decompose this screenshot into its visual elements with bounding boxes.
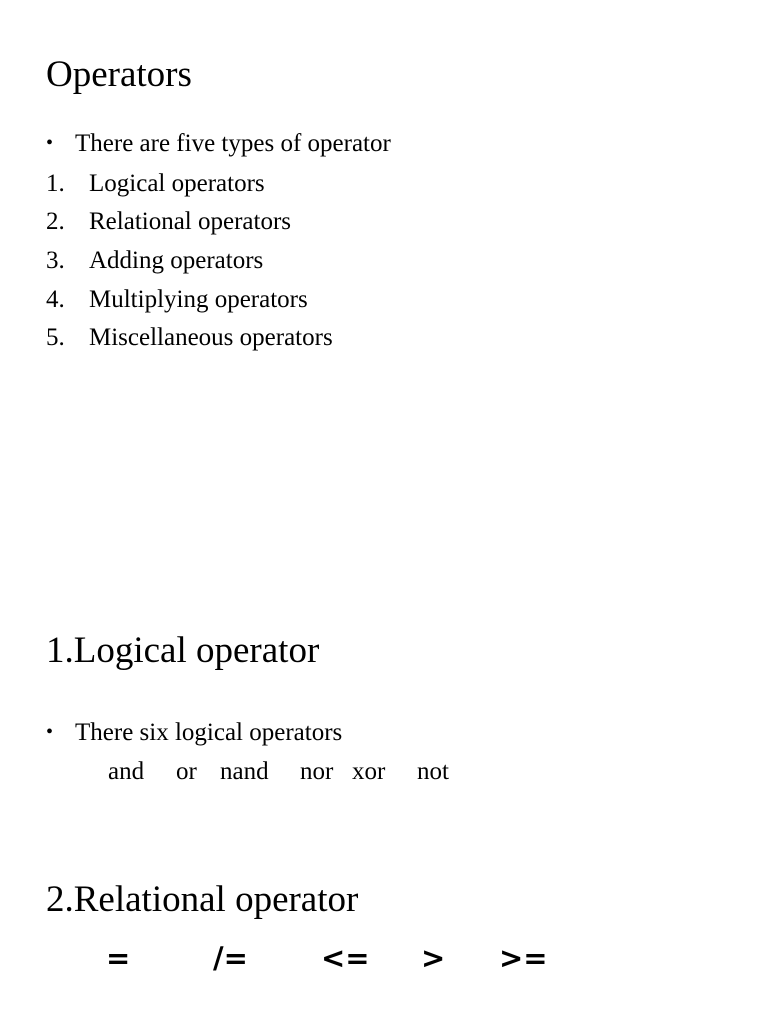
logical-operator-and: and [108, 758, 145, 785]
relational-symbol-less-equal: <= [321, 941, 370, 975]
relational-symbol-greater: > [421, 941, 446, 975]
logical-operator-not: not [417, 758, 449, 785]
bullet-marker: • [46, 721, 54, 743]
list-item-miscellaneous: Miscellaneous operators [89, 324, 333, 351]
list-item-number: 3. [46, 247, 65, 274]
list-item-logical: Logical operators [89, 170, 265, 197]
logical-section-title: 1.Logical operator [46, 630, 320, 671]
relational-symbol-not-equal: /= [213, 941, 248, 975]
logical-operator-nor: nor [300, 758, 334, 785]
list-item-number: 2. [46, 208, 65, 235]
logical-operator-xor: xor [352, 758, 386, 785]
list-item-number: 1. [46, 170, 65, 197]
relational-section-title: 2.Relational operator [46, 879, 359, 920]
list-item-adding: Adding operators [89, 247, 264, 274]
types-intro-text: There are five types of operator [75, 130, 391, 157]
relational-symbol-equal: = [106, 941, 131, 975]
list-item-number: 5. [46, 324, 65, 351]
logical-operator-nand: nand [220, 758, 269, 785]
page-title: Operators [46, 54, 192, 95]
logical-intro-text: There six logical operators [75, 719, 343, 746]
logical-operator-or: or [176, 758, 197, 785]
list-item-multiplying: Multiplying operators [89, 286, 308, 313]
relational-symbol-greater-equal: >= [499, 941, 548, 975]
list-item-relational: Relational operators [89, 208, 292, 235]
list-item-number: 4. [46, 286, 65, 313]
bullet-marker: • [46, 132, 54, 154]
